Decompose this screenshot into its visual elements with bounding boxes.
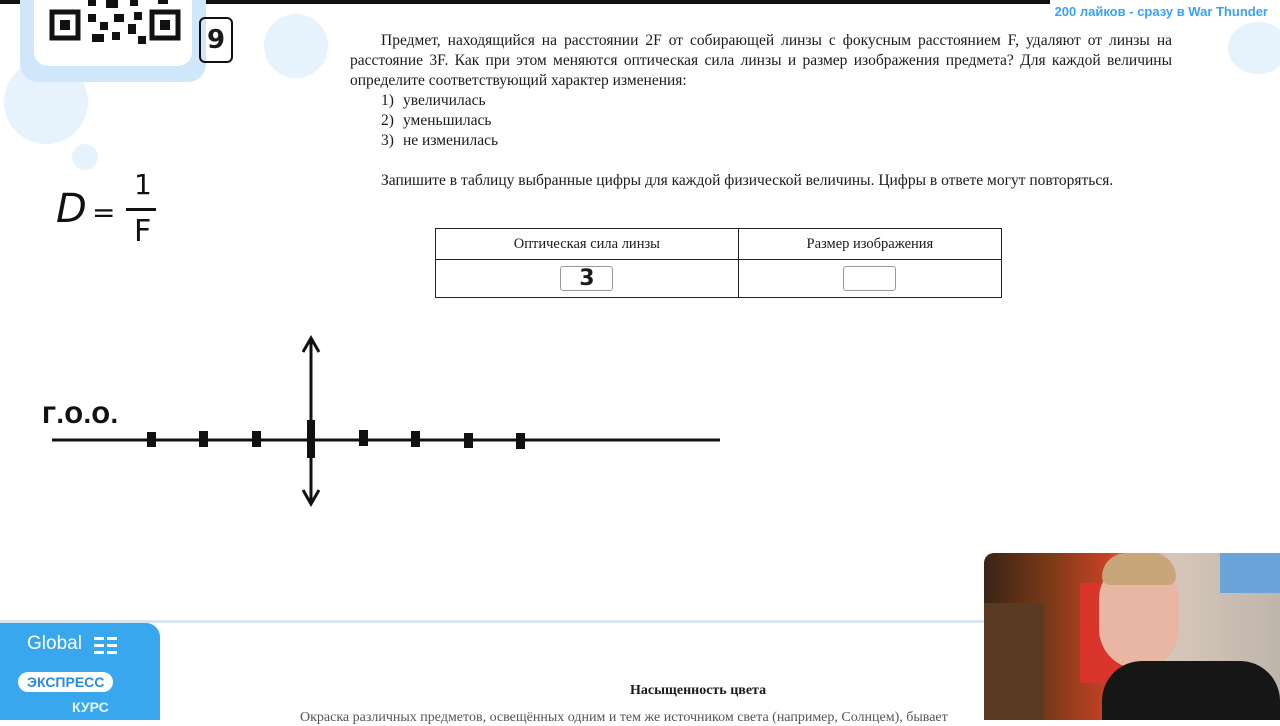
focus-mark [411, 431, 420, 447]
fraction-bar [126, 208, 156, 211]
answer-table [435, 228, 1002, 298]
body-text: Окраска различных предметов, освещённых одним и тем же источником света (например, Солнцем), бывает [300, 710, 948, 725]
brand-sub: КУРС [72, 699, 109, 715]
webcam-overlay [984, 553, 1280, 720]
problem-text [350, 31, 1172, 191]
brand-icon [94, 637, 118, 655]
list-item: 3) не изменилась [381, 132, 499, 149]
formula-den: F [134, 214, 152, 249]
decor-bubble [72, 144, 98, 170]
focus-mark [464, 433, 473, 448]
brand-logo [0, 623, 160, 720]
qr-card[interactable] [20, 0, 206, 82]
answer-input-image-size[interactable] [843, 266, 896, 291]
presenter-hair [1102, 553, 1176, 585]
column-header: Оптическая сила линзы [436, 229, 739, 260]
presenter-shirt [1102, 661, 1280, 720]
formula-eq: = [92, 196, 116, 229]
list-item: 2) уменьшилась [381, 112, 492, 129]
list-item: 1) увеличилась [381, 92, 486, 109]
decor-bubble [264, 14, 328, 78]
promo-text: 200 лайков - сразу в War Thunder [1054, 4, 1268, 19]
options-list [350, 91, 1172, 151]
focus-mark [199, 431, 208, 447]
task-number-handwritten: 9 [199, 17, 233, 63]
lens-center [307, 420, 315, 458]
brand-title: Global [27, 633, 82, 654]
qr-code[interactable] [34, 0, 192, 66]
webcam-bg [1220, 553, 1280, 593]
brand-pill: ЭКСПРЕСС [18, 672, 113, 692]
lens-diagram [0, 320, 740, 520]
instruction-text: Запишите в таблицу выбранные цифры для каждой физической величины. Цифры в ответе могут повторяться. [381, 172, 1114, 189]
answer-input-optical-power[interactable]: 3 [560, 266, 613, 291]
focus-mark [147, 432, 156, 447]
problem-statement: Предмет, находящийся на расстоянии 2F от собирающей линзы с фокусным расстоянием F, удаляют от линзы на расстояние 3F. Как при этом меняются оптическая сила линзы и размер изображения предмета? Для каждой величины определите соответствующий характер изменения: [350, 32, 1172, 89]
formula-num: 1 [134, 168, 152, 201]
focus-mark [252, 431, 261, 447]
qr-code-icon [34, 0, 192, 66]
decor-bubble [1228, 22, 1280, 74]
answer-cell [738, 260, 1001, 298]
formula-lhs: D [56, 186, 87, 232]
focus-mark [516, 433, 525, 449]
webcam-bg [984, 603, 1044, 720]
answer-cell [436, 260, 739, 298]
column-header: Размер изображения [738, 229, 1001, 260]
focus-mark [359, 430, 368, 446]
section-title: Насыщенность цвета [630, 683, 767, 698]
axis-label: Г.О.О. [42, 404, 119, 429]
